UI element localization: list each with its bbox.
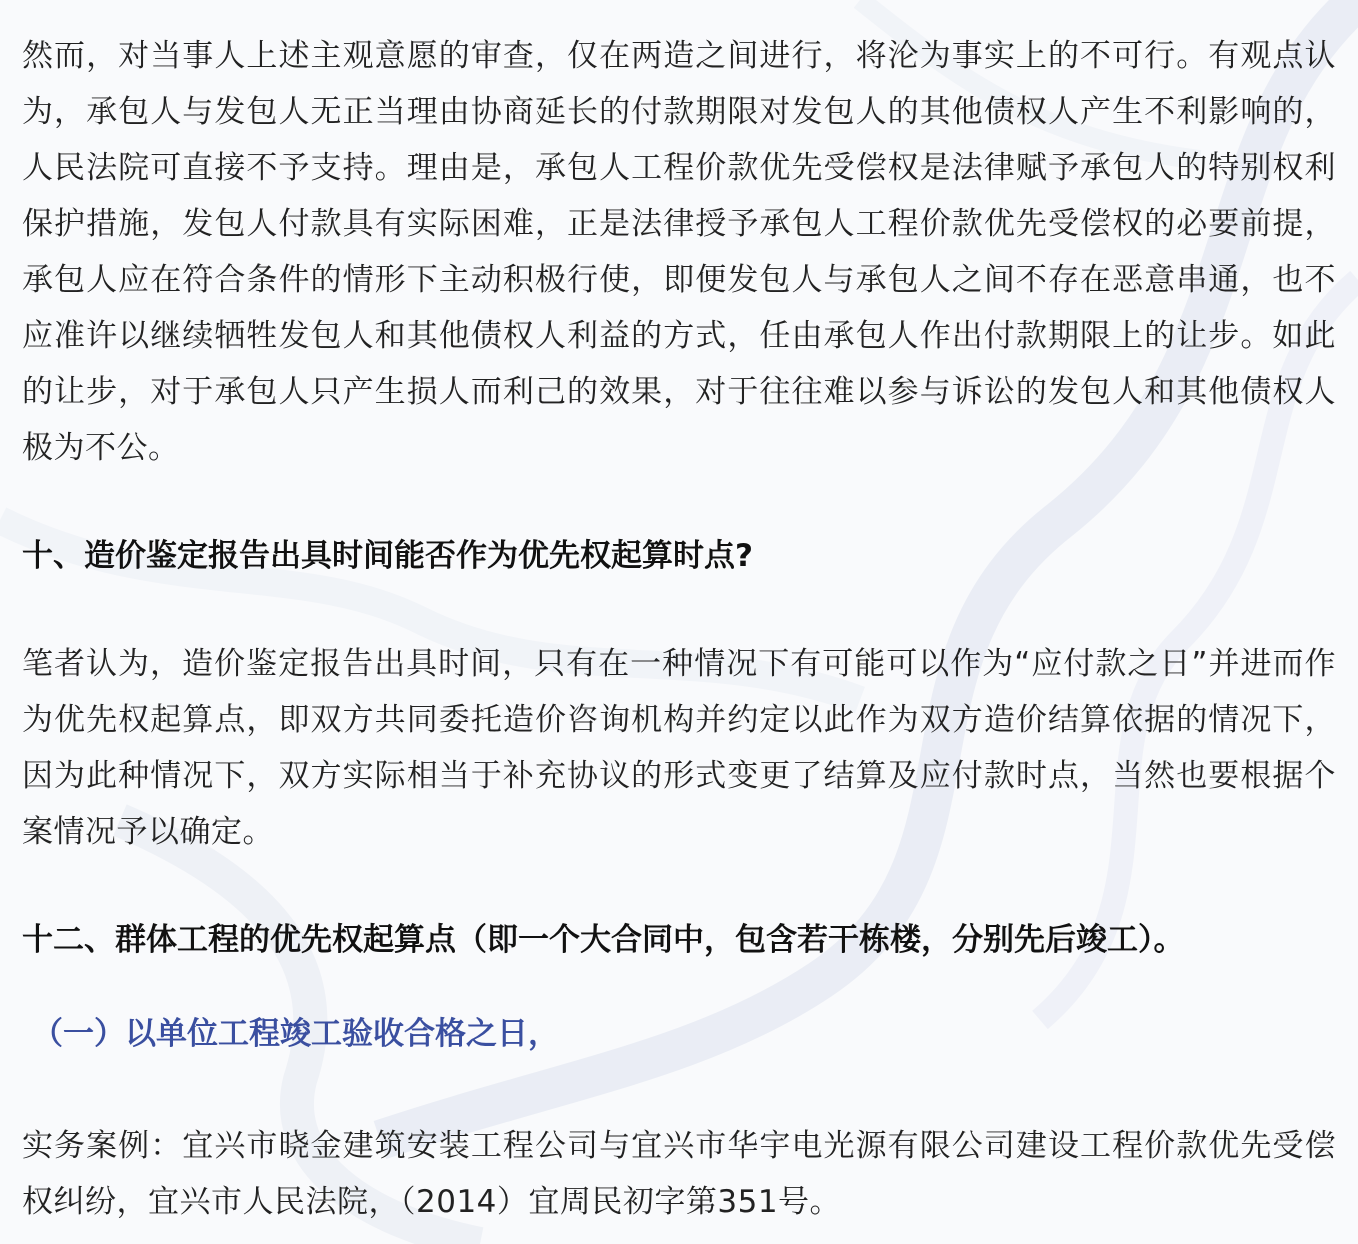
section-heading-12: 十二、群体工程的优先权起算点（即一个大合同中，包含若干栋楼，分别先后竣工）。 — [22, 922, 1185, 958]
article-paragraph-1: 然而，对当事人上述主观意愿的审查，仅在两造之间进行，将沦为事实上的不可行。有观点认为，承包人与发包人无正当理由协商延长的付款期限对发包人的其他债权人产生不利影响的，人民法院可直接不予支持。理由是，承包人工程价款优先受偿权是法律赋予承包人的特别权利保护措施，发包人付款具有实际困难，正是法律授予承包人工程价款优先受偿权的必要前提，承包人应在符合条件的情形下主动积极行使，即便发包人与承包人之间不存在恶意串通，也不应准许以继续牺牲发包人和其他债权人利益的方式，任由承包人作出付款期限上的让步。如此的让步，对于承包人只产生损人而利己的效果，对于往往难以参与诉讼的发包人和其他债权人极为不公。 — [22, 38, 1336, 466]
subsection-heading-1: （一）以单位工程竣工验收合格之日， — [32, 1016, 559, 1052]
article-body — [22, 28, 1336, 1230]
article-paragraph-2: 笔者认为，造价鉴定报告出具时间，只有在一种情况下有可能可以作为“应付款之日”并进而作为优先权起算点，即双方共同委托造价咨询机构并约定以此作为双方造价结算依据的情况下，因为此种情况下，双方实际相当于补充协议的形式变更了结算及应付款时点，当然也要根据个案情况予以确定。 — [22, 646, 1336, 850]
section-heading-10: 十、造价鉴定报告出具时间能否作为优先权起算时点? — [22, 538, 753, 574]
article-paragraph-3: 实务案例：宜兴市晓金建筑安装工程公司与宜兴市华宇电光源有限公司建设工程价款优先受偿权纠纷，宜兴市人民法院，（2014）宜周民初字第351号。 — [22, 1128, 1336, 1220]
